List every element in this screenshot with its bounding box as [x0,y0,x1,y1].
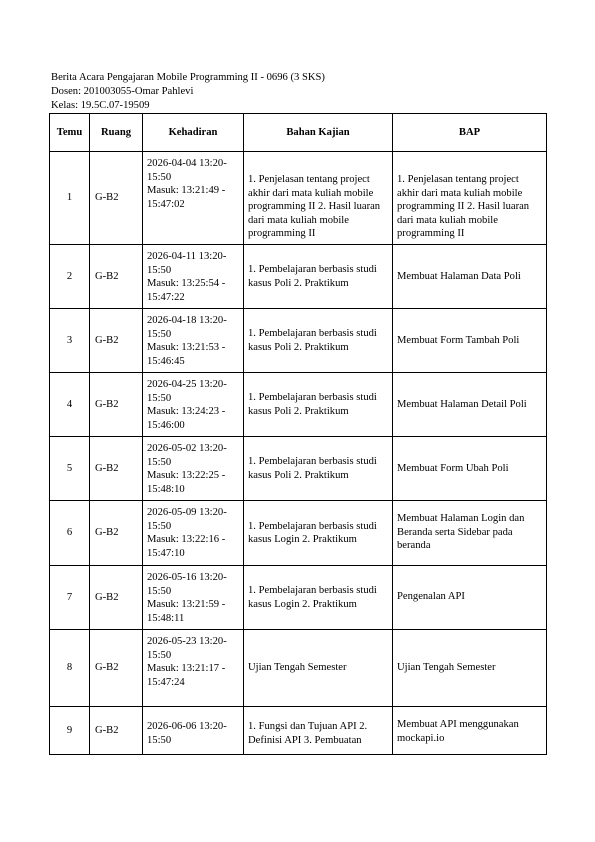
cell-kehadiran: 2026-05-23 13:20- 15:50 Masuk: 13:21:17 - 15:47:24 [143,630,244,707]
document-title: Berita Acara Pengajaran Mobile Programming II - 0696 (3 SKS) [51,72,325,83]
cell-bahan-kajian: 1. Pembelajaran berbasis studi kasus Poli 2. Praktikum [244,245,393,309]
cell-bahan-kajian: 1. Fungsi dan Tujuan API 2. Definisi API 3. Pembuatan [244,707,393,755]
table-row [50,245,547,309]
cell-ruang: G-B2 [90,630,143,707]
table-row [50,707,547,755]
cell-temu: 4 [50,373,90,437]
cell-bahan-kajian: Ujian Tengah Semester [244,630,393,707]
table-row [50,309,547,373]
cell-ruang: G-B2 [90,707,143,755]
cell-bahan-kajian: 1. Pembelajaran berbasis studi kasus Poli 2. Praktikum [244,373,393,437]
cell-kehadiran: 2026-04-11 13:20- 15:50 Masuk: 13:25:54 - 15:47:22 [143,245,244,309]
cell-bap: Membuat Form Ubah Poli [393,437,547,501]
cell-temu: 3 [50,309,90,373]
cell-ruang: G-B2 [90,437,143,501]
table-row [50,566,547,630]
col-header-kehadiran: Kehadiran [143,114,244,152]
cell-temu: 7 [50,566,90,630]
cell-kehadiran: 2026-04-04 13:20- 15:50 Masuk: 13:21:49 - 15:47:02 [143,152,244,245]
cell-ruang: G-B2 [90,309,143,373]
cell-temu: 8 [50,630,90,707]
col-header-temu: Temu [50,114,90,152]
cell-kehadiran: 2026-05-02 13:20- 15:50 Masuk: 13:22:25 - 15:48:10 [143,437,244,501]
table-body [50,152,547,755]
cell-bap: Pengenalan API [393,566,547,630]
table-row [50,373,547,437]
cell-bahan-kajian: 1. Pembelajaran berbasis studi kasus Poli 2. Praktikum [244,437,393,501]
cell-temu: 1 [50,152,90,245]
cell-bap: Ujian Tengah Semester [393,630,547,707]
cell-temu: 6 [50,501,90,566]
cell-ruang: G-B2 [90,245,143,309]
col-header-ruang: Ruang [90,114,143,152]
cell-ruang: G-B2 [90,566,143,630]
cell-temu: 2 [50,245,90,309]
cell-bahan-kajian: 1. Penjelasan tentang project akhir dari mata kuliah mobile programming II 2. Hasil luaran dari mata kuliah mobile programming II [244,152,393,245]
cell-bahan-kajian: 1. Pembelajaran berbasis studi kasus Poli 2. Praktikum [244,309,393,373]
table-row [50,437,547,501]
cell-kehadiran: 2026-04-18 13:20- 15:50 Masuk: 13:21:53 - 15:46:45 [143,309,244,373]
attendance-table [49,113,547,755]
document-header [51,71,325,113]
col-header-bap: BAP [393,114,547,152]
cell-kehadiran: 2026-05-16 13:20- 15:50 Masuk: 13:21:59 - 15:48:11 [143,566,244,630]
table-row [50,630,547,707]
cell-bap: Membuat Halaman Detail Poli [393,373,547,437]
cell-kehadiran: 2026-06-06 13:20- 15:50 [143,707,244,755]
cell-ruang: G-B2 [90,152,143,245]
table-row [50,501,547,566]
cell-kehadiran: 2026-05-09 13:20- 15:50 Masuk: 13:22:16 - 15:47:10 [143,501,244,566]
cell-bap: Membuat API menggunakan mockapi.io [393,707,547,755]
cell-ruang: G-B2 [90,501,143,566]
cell-bap: Membuat Halaman Login dan Beranda serta Sidebar pada beranda [393,501,547,566]
cell-bahan-kajian: 1. Pembelajaran berbasis studi kasus Login 2. Praktikum [244,566,393,630]
table-header-row [50,114,547,152]
cell-temu: 5 [50,437,90,501]
cell-kehadiran: 2026-04-25 13:20- 15:50 Masuk: 13:24:23 - 15:46:00 [143,373,244,437]
cell-temu: 9 [50,707,90,755]
cell-ruang: G-B2 [90,373,143,437]
lecturer-line: Dosen: 201003055-Omar Pahlevi [51,86,194,97]
table-row [50,152,547,245]
cell-bap: Membuat Form Tambah Poli [393,309,547,373]
class-line: Kelas: 19.5C.07-19509 [51,100,150,111]
cell-bap: Membuat Halaman Data Poli [393,245,547,309]
cell-bap: 1. Penjelasan tentang project akhir dari mata kuliah mobile programming II 2. Hasil luaran dari mata kuliah mobile programming II [393,152,547,245]
col-header-bahan-kajian: Bahan Kajian [244,114,393,152]
cell-bahan-kajian: 1. Pembelajaran berbasis studi kasus Login 2. Praktikum [244,501,393,566]
